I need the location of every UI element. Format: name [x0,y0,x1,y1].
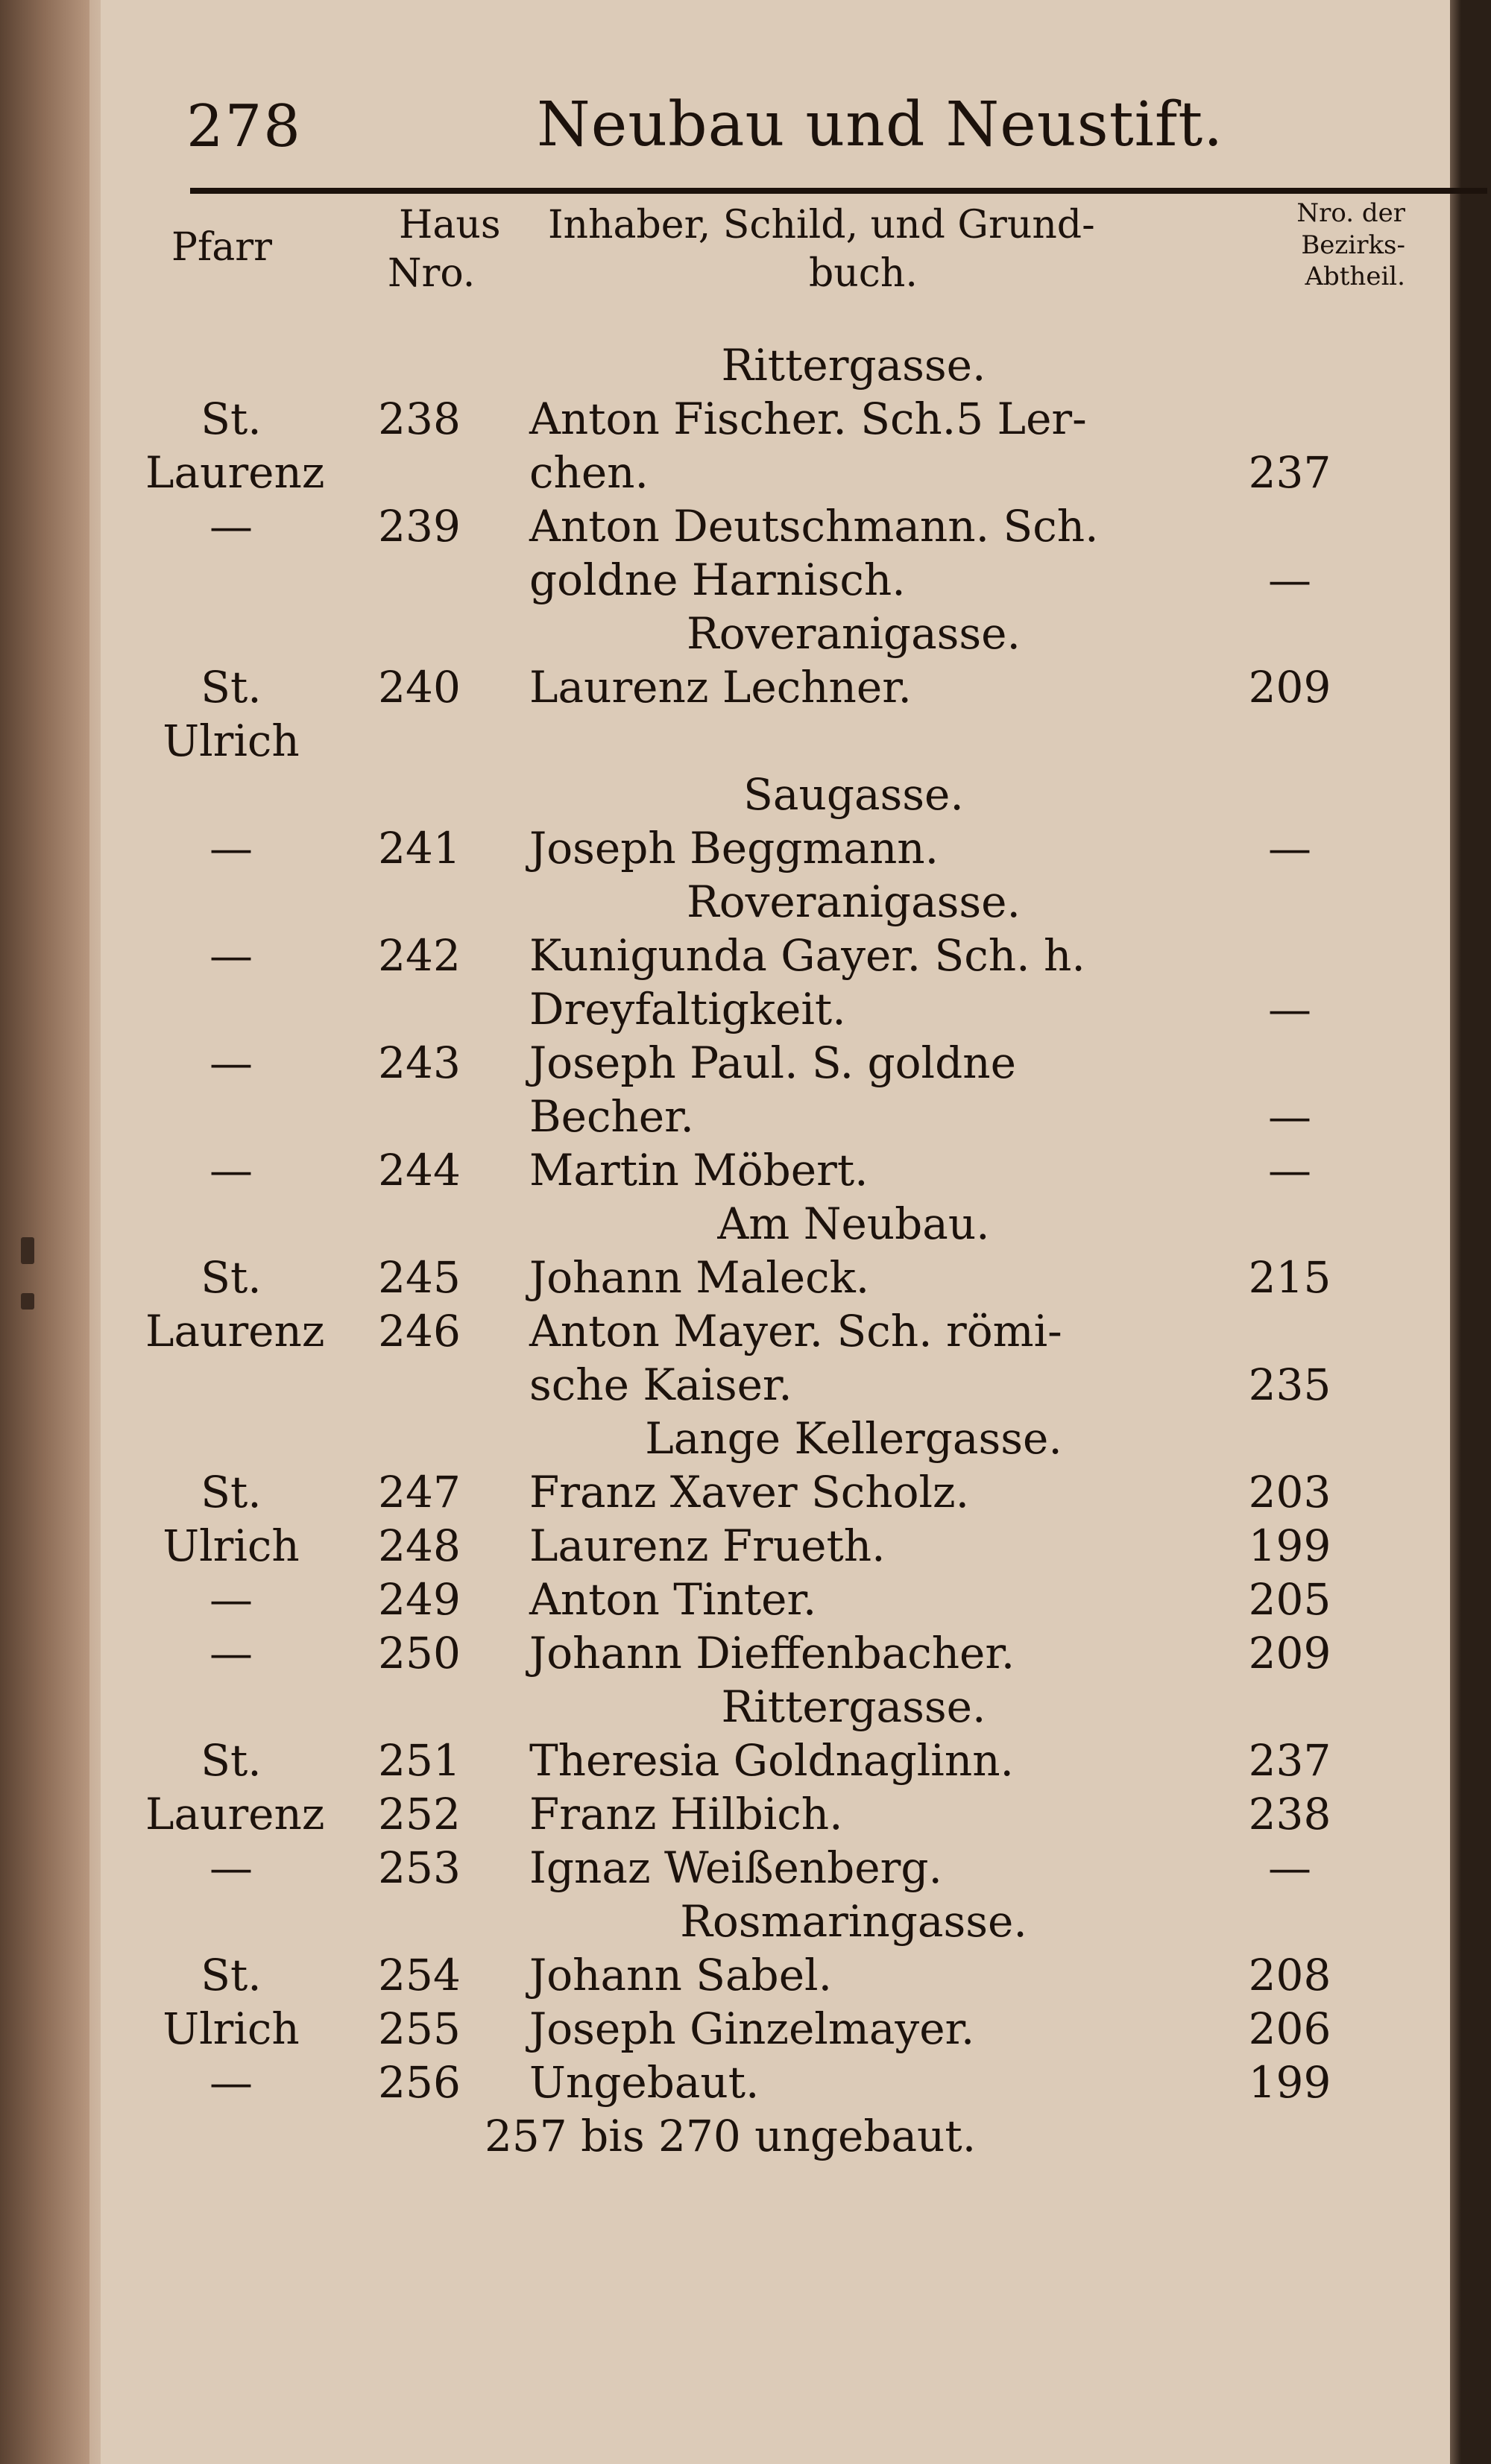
owner-cell: Theresia Goldnaglinn. [529,1735,1014,1786]
spine-mark [21,1237,34,1264]
house-number-cell: 241 [378,823,461,874]
table-row [101,929,1450,982]
owner-cell: Kunigunda Gayer. Sch. h. [529,930,1085,981]
owner-cell: Franz Xaver Scholz. [529,1467,970,1517]
district-number-cell: — [1268,1145,1311,1195]
house-number-cell: 246 [378,1306,461,1356]
table-row [101,661,1450,713]
table-row [101,983,1450,1035]
district-number-cell: 206 [1248,2003,1331,2054]
district-number-cell: 208 [1248,1950,1331,2000]
owner-cell: Anton Tinter. [529,1574,817,1625]
table-row [101,1949,1450,2001]
table-row [101,1734,1450,1787]
parish-cell: Laurenz [145,447,325,498]
house-number-cell: 256 [378,2057,461,2108]
column-header-owner-1: Inhaber, Schild, und Grund- [548,203,1095,247]
owner-cell: chen. [529,447,649,498]
street-heading: Roveranigasse. [687,608,1021,659]
column-header-owner-2: buch. [809,251,918,296]
owner-cell: Anton Fischer. Sch.5 Ler- [529,394,1087,444]
house-number-cell: 248 [378,1520,461,1571]
house-number-cell: 244 [378,1145,461,1195]
district-number-cell: 238 [1248,1789,1331,1839]
street-heading: Roveranigasse. [687,876,1021,927]
table-row [101,822,1450,874]
district-number-cell: 209 [1248,662,1331,713]
owner-cell: Joseph Paul. S. goldne [529,1037,1016,1088]
table-row [101,1251,1450,1304]
column-header-house-1: Haus [399,203,501,247]
parish-cell: Laurenz [145,1306,325,1356]
table-row [101,1359,1450,1411]
owner-cell: goldne Harnisch. [529,555,906,605]
parish-cell: — [209,1574,253,1625]
district-number-cell: 209 [1248,1628,1331,1678]
parish-cell: St. [201,1950,262,2000]
house-number-cell: 255 [378,2003,461,2054]
table-row [101,554,1450,606]
page-title: Neubau und Neustift. [537,89,1224,160]
column-header-parish: Pfarr [171,225,272,270]
house-number-cell: 245 [378,1252,461,1303]
table-row [101,2003,1450,2055]
parish-cell: St. [201,394,262,444]
page [101,0,1450,2464]
table-row [101,715,1450,767]
house-number-cell: 254 [378,1950,461,2000]
district-number-cell: 203 [1248,1467,1331,1517]
street-heading: Lange Kellergasse. [645,1413,1062,1464]
street-heading: Rosmaringasse. [680,1896,1027,1947]
parish-cell: — [209,501,253,552]
column-header-district-2: Bezirks- [1301,230,1405,260]
street-heading: Am Neubau. [717,1198,990,1249]
owner-cell: 257 bis 270 ungebaut. [485,2111,977,2161]
parish-cell: St. [201,1467,262,1517]
street-heading: Saugasse. [743,769,964,820]
table-row [101,1305,1450,1357]
table-row [101,500,1450,552]
parish-cell: — [209,1842,253,1893]
district-number-cell: 199 [1248,1520,1331,1571]
table-row [101,1144,1450,1196]
table-row [101,1520,1450,1572]
owner-cell: Laurenz Lechner. [529,662,912,713]
table-row [101,2056,1450,2108]
house-number-cell: 247 [378,1467,461,1517]
table-row [101,2110,1450,2162]
parish-cell: Laurenz [145,1789,325,1839]
owner-cell: Johann Maleck. [529,1252,870,1303]
parish-cell: St. [201,1735,262,1786]
parish-cell: — [209,1628,253,1678]
district-number-cell: 215 [1248,1252,1331,1303]
owner-cell: Joseph Beggmann. [529,823,939,874]
district-number-cell: — [1268,823,1311,874]
house-number-cell: 251 [378,1735,461,1786]
table-row [101,1466,1450,1518]
header-rule [190,188,1487,194]
house-number-cell: 240 [378,662,461,713]
district-number-cell: — [1268,1091,1311,1142]
owner-cell: Ignaz Weißenberg. [529,1842,942,1893]
owner-cell: Ungebaut. [529,2057,760,2108]
parish-cell: Ulrich [163,2003,300,2054]
parish-cell: — [209,823,253,874]
table-row [101,1842,1450,1894]
table-row [101,446,1450,499]
parish-cell: — [209,930,253,981]
house-number-cell: 242 [378,930,461,981]
parish-cell: — [209,1037,253,1088]
owner-cell: Johann Sabel. [529,1950,832,2000]
district-number-cell: 237 [1248,447,1331,498]
street-heading: Rittergasse. [721,340,986,391]
owner-cell: Becher. [529,1091,694,1142]
house-number-cell: 252 [378,1789,461,1839]
house-number-cell: 253 [378,1842,461,1893]
table-row [101,393,1450,445]
spine-mark [21,1293,34,1310]
table-row [101,1627,1450,1679]
table-row [101,1090,1450,1143]
district-number-cell: — [1268,1842,1311,1893]
owner-cell: Franz Hilbich. [529,1789,843,1839]
book-spine [0,0,89,2464]
house-number-cell: 239 [378,501,461,552]
district-number-cell: 199 [1248,2057,1331,2108]
parish-cell: St. [201,1252,262,1303]
owner-cell: Laurenz Frueth. [529,1520,886,1571]
table-row [101,1573,1450,1626]
district-number-cell: 237 [1248,1735,1331,1786]
parish-cell: — [209,2057,253,2108]
district-number-cell: 235 [1248,1359,1331,1410]
owner-cell: sche Kaiser. [529,1359,792,1410]
parish-cell: Ulrich [163,715,300,766]
owner-cell: Anton Deutschmann. Sch. [529,501,1099,552]
column-header-house-2: Nro. [388,251,476,296]
house-number-cell: 250 [378,1628,461,1678]
parish-cell: Ulrich [163,1520,300,1571]
district-number-cell: 205 [1248,1574,1331,1625]
owner-cell: Johann Dieffenbacher. [529,1628,1015,1678]
district-number-cell: — [1268,984,1311,1034]
table-row [101,1037,1450,1089]
parish-cell: St. [201,662,262,713]
page-number: 278 [186,93,302,160]
house-number-cell: 243 [378,1037,461,1088]
house-number-cell: 249 [378,1574,461,1625]
column-header-district-3: Abtheil. [1305,262,1405,291]
district-number-cell: — [1268,555,1311,605]
parish-cell: — [209,1145,253,1195]
house-number-cell: 238 [378,394,461,444]
street-heading: Rittergasse. [721,1681,986,1732]
owner-cell: Joseph Ginzelmayer. [529,2003,975,2054]
column-header-district-1: Nro. der [1296,198,1405,228]
owner-cell: Dreyfaltigkeit. [529,984,846,1034]
owner-cell: Anton Mayer. Sch. römi- [529,1306,1062,1356]
table-row [101,1788,1450,1840]
owner-cell: Martin Möbert. [529,1145,869,1195]
